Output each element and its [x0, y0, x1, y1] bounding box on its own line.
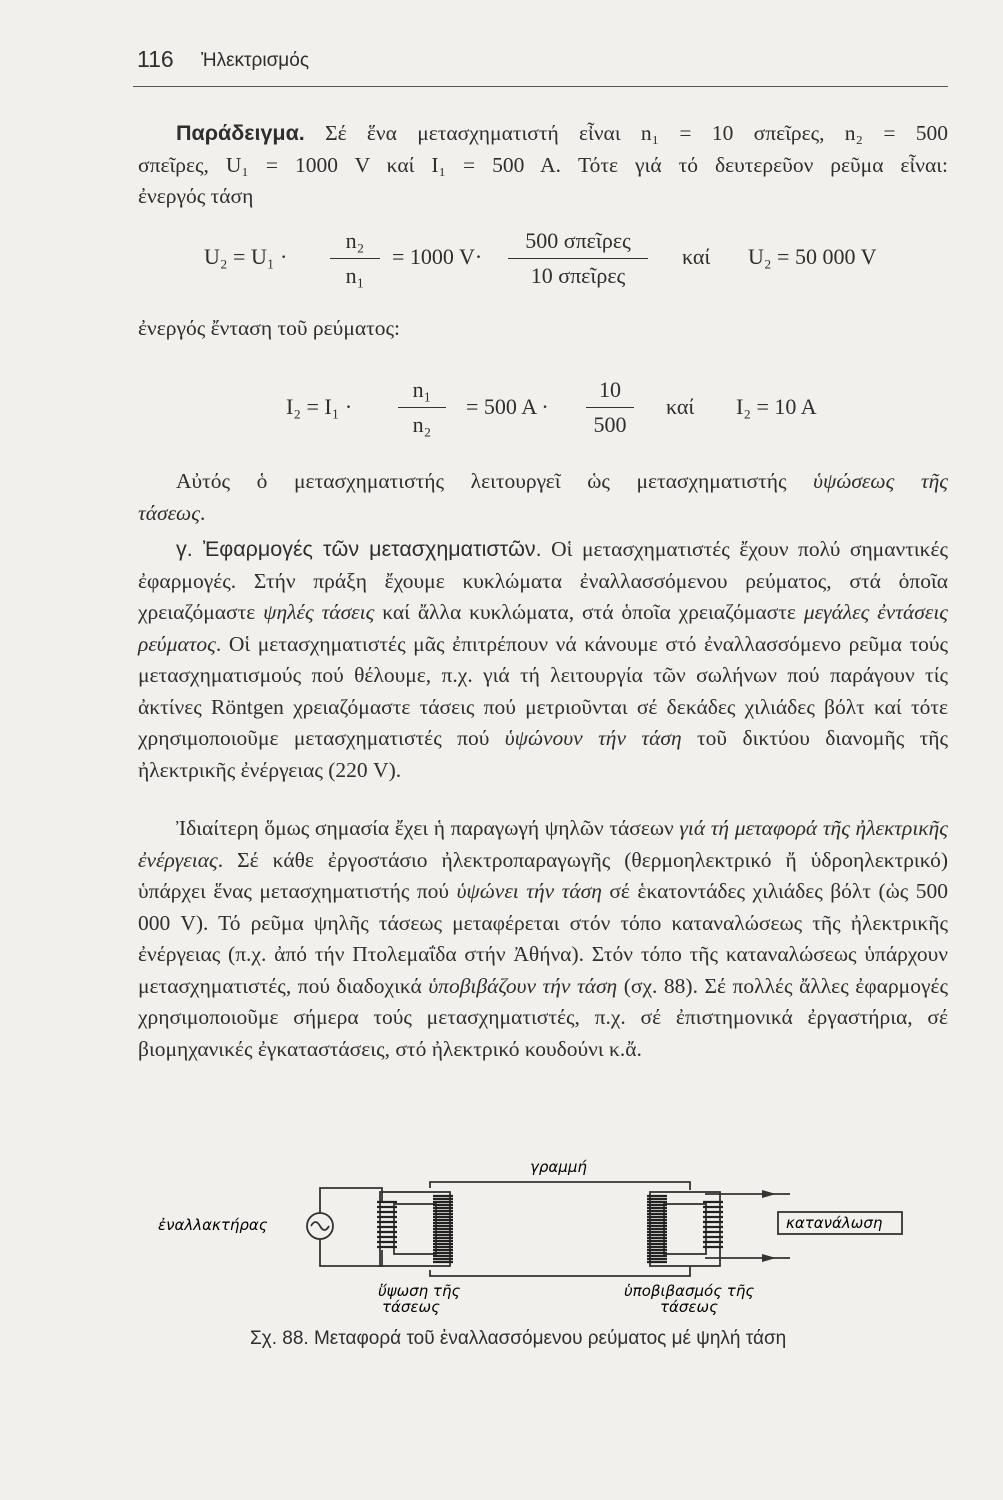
transmission-line-bottom [430, 1266, 690, 1276]
transmission-italic-b: ὑψώνει τήν τάση [456, 879, 602, 903]
applications-paragraph [138, 534, 948, 786]
step-down-window [664, 1204, 706, 1254]
transmission-text-a: Ἰδιαίτερη ὅμως σημασία ἔχει ἡ παραγωγή ψηλῶν τάσεων [176, 816, 680, 840]
eq2-frac2-den: 500 [593, 412, 627, 437]
example-line-3: ἐνεργός τάση [138, 184, 254, 208]
eq2-frac1-den: n₂ [412, 412, 432, 437]
example-line-2: σπεῖρες, U₁ = 1000 V καί I₁ = 500 A. Τότε γιά τό δευτερεῦον ρεῦμα εἶναι: [138, 152, 948, 177]
label-step-down-2: τάσεως [660, 1298, 718, 1316]
wire-generator-bottom [320, 1239, 382, 1266]
conclusion-text: Αὐτός ὁ μετασχηματιστής λειτουργεῖ ὡς μετασχηματιστής [176, 469, 814, 493]
label-consumer: κατανάλωση [786, 1214, 883, 1232]
page-header [133, 46, 948, 87]
wire-generator-top [320, 1188, 382, 1213]
eq1-fraction-2 [508, 226, 648, 291]
eq1-frac1-num: n₂ [345, 228, 365, 253]
eq2-frac2-num: 10 [599, 377, 621, 402]
conclusion-italic-2: τάσεως [138, 500, 200, 525]
current-label: ἐνεργός ἔνταση τοῦ ρεύματος: [138, 316, 400, 340]
eq2-result: I₂ = 10 A [736, 394, 817, 419]
transmission-italic-a: γιά τή μεταφορά τῆς ἠλεκτρικῆς ἐνέργειας [138, 816, 948, 872]
eq1-fraction-1 [330, 226, 380, 291]
current-label-paragraph [138, 313, 948, 345]
figure-88-transmission-diagram [150, 1090, 940, 1350]
output-arrows [762, 1190, 776, 1262]
step-up-window [394, 1204, 436, 1254]
example-line-1: Σέ ἕνα μετασχηματιστή εἶναι n₁ = 10 σπεῖρες, n₂ = 500 [325, 121, 949, 145]
label-step-down-1: ὑποβιβασμός τῆς [624, 1282, 755, 1300]
applications-italic-b: μεγάλες ἐντάσεις ρεύματος [138, 600, 949, 656]
fraction-bar [586, 407, 634, 408]
transmission-paragraph [138, 813, 948, 1065]
applications-italic-c: ὑψώνουν τήν τάση [504, 726, 682, 750]
eq2-fraction-2 [586, 375, 634, 440]
applications-text-d: τοῦ δικτύου διανομῆς τῆς ἠλεκτρικῆς ἐνέργειας (220 V). [138, 726, 948, 782]
eq1-conj: καί [682, 244, 711, 269]
eq1-result: U₂ = 50 000 V [748, 244, 877, 269]
applications-text-c: . Οἱ μετασχηματιστές μᾶς ἐπιτρέπουν νά κάνουμε στό ἐναλλασσόμενο ρεῦμα τούς μετασχηματισμούς πού θέλουμε, π.χ. γιά τή λειτουργία τῶν σωλήνων πού παράγουν τίς ἀκτίνες Röntgen χρειαζόμαστε τάσεις πού μετριοῦνται σέ δεκάδες χιλιάδες βόλτ καί τότε χρησιμοποιοῦμε μετασχηματιστές πού [138, 631, 948, 750]
eq2-mid: = 500 A · [466, 394, 549, 419]
eq1-frac2-den: 10 σπεῖρες [530, 263, 626, 288]
label-step-up-2: τάσεως [382, 1298, 440, 1316]
transmission-line-top [430, 1182, 690, 1190]
example-paragraph [138, 118, 948, 213]
eq1-frac2-num: 500 σπεῖρες [525, 228, 631, 253]
label-generator: ἐναλλακτήρας [158, 1216, 268, 1234]
transmission-text-b: . Σέ κάθε ἐργοστάσιο ἠλεκτροπαραγωγῆς (θερμοηλεκτρικό ἤ ὑδροηλεκτρικό) ὑπάρχει ἕνας μετασχηματιστής πού [138, 847, 948, 903]
figure-caption: Σχ. 88. Μεταφορά τοῦ ἐναλλασσόμενου ρεύματος μέ ψηλή τάση [250, 1328, 787, 1349]
step-up-coils [377, 1196, 453, 1262]
eq1-frac1-den: n₁ [345, 263, 365, 288]
transmission-text-d: (σχ. 88). Σέ πολλές ἄλλες ἐφαρμογές χρησιμοποιοῦμε σήμερα τούς μετασχηματιστές, π.χ. σέ ἐπιστημονικά ἐργαστήρια, σέ βιομηχανικές ἐγκαταστάσεις, στό ἠλεκτρικό κουδούνι κ.ἄ. [138, 973, 948, 1061]
conclusion-end: . [199, 500, 206, 525]
running-title: Ἠλεκτρισμός [201, 50, 309, 71]
eq2-frac1-num: n₁ [412, 377, 432, 402]
applications-italic-a: ψηλές τάσεις [263, 600, 375, 624]
example-label: Παράδειγμα. [176, 121, 305, 145]
eq2-lhs: I₂ = I₁ · [286, 394, 353, 419]
page-number: 116 [137, 46, 174, 72]
eq2-conj: καί [666, 394, 695, 419]
conclusion-paragraph [138, 466, 948, 529]
applications-text-a: Οἱ μετασχηματιστές ἔχουν πολύ σημαντικές ἐφαρμογές. Στήν πράξη ἔχουμε κυκλώματα ἐναλλασσόμενου ρεύματος, στά ὁποῖα χρειαζόμαστε [138, 537, 948, 624]
eq1-mid: = 1000 V· [392, 244, 483, 269]
transmission-text-c: σέ ἑκατοντάδες χιλιάδες βόλτ (ὡς 500 000 V). Τό ρεῦμα ψηλῆς τάσεως μεταφέρεται στόν τόπο καταναλώσεως τῆς ἠλεκτρικῆς ἐνέργειας (π.χ. ἀπό τήν Πτολεμαΐδα στήν Ἀθήνα). Στόν τόπο τῆς καταναλώσεως ὑπάρχουν μετασχηματιστές, πού διαδοχικά [138, 879, 948, 998]
eq2-fraction-1 [398, 375, 446, 440]
label-line: γραμμή [530, 1158, 587, 1176]
eq1-lhs: U₂ = U₁ · [204, 244, 288, 269]
section-heading: γ. Ἐφαρμογές τῶν μετασχηματιστῶν. [176, 537, 542, 561]
sine-icon [311, 1222, 329, 1230]
applications-text-b: καί ἄλλα κυκλώματα, στά ὁποῖα χρειαζόμαστε [374, 600, 804, 624]
transmission-italic-c: ὑποβιβάζουν τήν τάση [428, 973, 618, 998]
conclusion-italic: ὑψώσεως τῆς [813, 469, 948, 493]
fraction-bar [330, 258, 380, 259]
step-down-coils [647, 1196, 723, 1262]
fraction-bar [508, 258, 648, 259]
label-step-up-1: ὕψωση τῆς [378, 1282, 461, 1300]
fraction-bar [398, 407, 446, 408]
